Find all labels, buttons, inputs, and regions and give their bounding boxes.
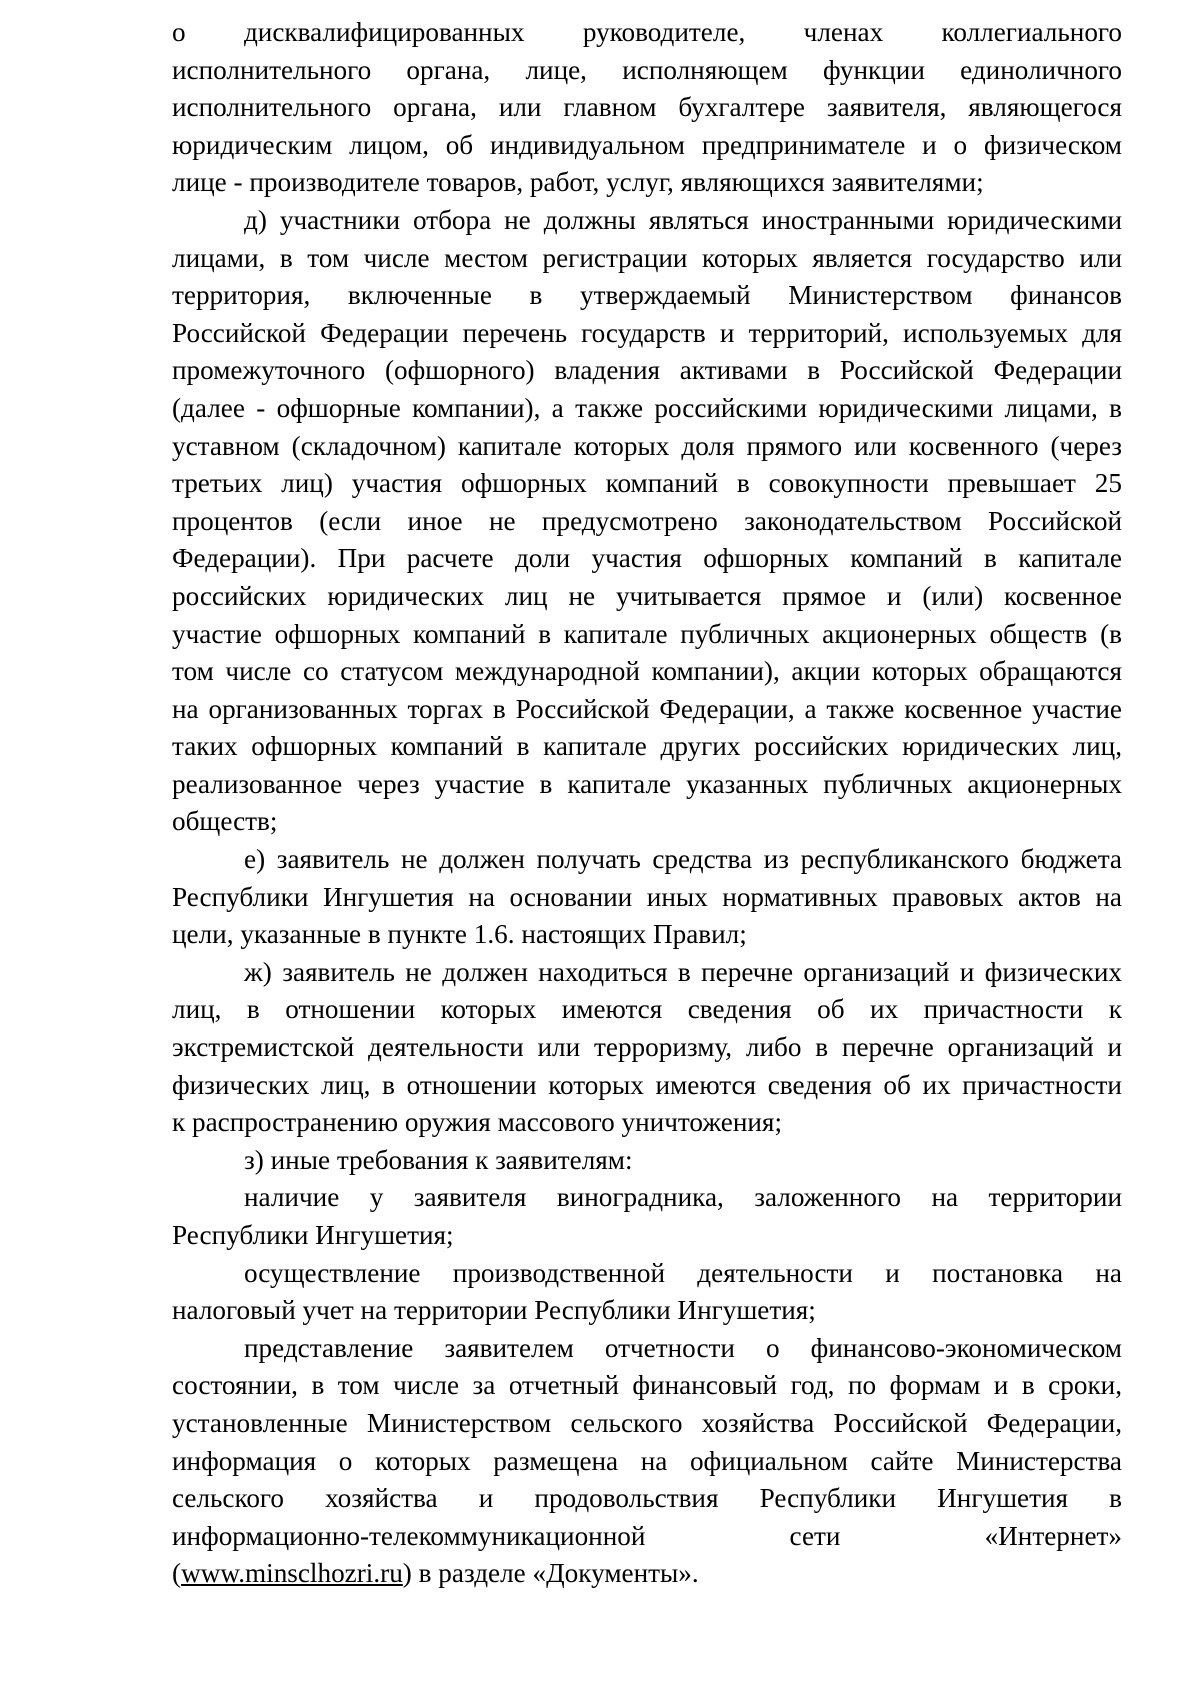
text-line: (далее - офшорные компании), а также российскими юридическими лицами, в bbox=[172, 392, 1122, 423]
text-line: таких офшорных компаний в капитале других российских юридических лиц, bbox=[172, 731, 1122, 762]
text-line: ж) заявитель не должен находиться в перечне организаций и физических bbox=[244, 956, 1122, 987]
text-line: информация о которых размещена на официальном сайте Министерства bbox=[172, 1445, 1122, 1476]
text-line: обществ; bbox=[172, 806, 278, 837]
text-line: промежуточного (офшорного) владения активами в Российской Федерации bbox=[172, 355, 1122, 386]
text-line: наличие у заявителя виноградника, заложенного на территории bbox=[244, 1182, 1122, 1213]
text-line: к распространению оружия массового уничтожения; bbox=[172, 1107, 782, 1138]
paragraph-e-budget bbox=[172, 841, 1122, 954]
text-line: состоянии, в том числе за отчетный финансовый год, по формам и в сроки, bbox=[172, 1370, 1122, 1401]
text-line: уставном (складочном) капитале которых доля прямого или косвенного (через bbox=[172, 430, 1122, 461]
text-line: исполнительного органа, или главном бухгалтере заявителя, являющегося bbox=[172, 92, 1122, 123]
paragraph-d-offshore bbox=[172, 202, 1122, 841]
text-line: экстремистской деятельности или терроризму, либо в перечне организаций и bbox=[172, 1032, 1122, 1063]
text-line: том числе со статусом международной компании), акции которых обращаются bbox=[172, 656, 1122, 687]
text-line: юридическим лицом, об индивидуальном предпринимателе и о физическом bbox=[172, 129, 1122, 160]
text-line: цели, указанные в пункте 1.6. настоящих Правил; bbox=[172, 919, 747, 950]
text-line: территория, включенные в утверждаемый Министерством финансов bbox=[172, 280, 1122, 311]
text-line: реализованное через участие в капитале указанных публичных акционерных bbox=[172, 768, 1122, 799]
text-line: налоговый учет на территории Республики Ингушетия; bbox=[172, 1295, 816, 1326]
text-line: представление заявителем отчетности о финансово-экономическом bbox=[244, 1332, 1122, 1363]
text-line: Российской Федерации перечень государств и территорий, используемых для bbox=[172, 317, 1122, 348]
text-line: на организованных торгах в Российской Федерации, а также косвенное участие bbox=[172, 693, 1122, 724]
website-link[interactable]: www.minsclhozri.ru bbox=[181, 1558, 403, 1589]
text-line: лицами, в том числе местом регистрации которых является государство или bbox=[172, 242, 1122, 273]
document-body bbox=[172, 14, 1122, 1593]
text-line: процентов (если иное не предусмотрено законодательством Российской bbox=[172, 505, 1122, 536]
text-line: сельского хозяйства и продовольствия Республики Ингушетия в bbox=[172, 1483, 1122, 1514]
text-line: установленные Министерством сельского хозяйства Российской Федерации, bbox=[172, 1407, 1122, 1438]
paragraph-z-other-requirements bbox=[172, 1142, 1122, 1180]
text-line: информационно-телекоммуникационной сети «Интернет» bbox=[172, 1520, 1122, 1551]
text-line: российских юридических лиц не учитывается прямое и (или) косвенное bbox=[172, 580, 1122, 611]
text-line: Федерации). При расчете доли участия офшорных компаний в капитале bbox=[172, 543, 1122, 574]
text-line: д) участники отбора не должны являться иностранными юридическими bbox=[244, 204, 1122, 235]
paragraph-disqualified-persons bbox=[172, 14, 1122, 202]
text-line: осуществление производственной деятельности и постановка на bbox=[244, 1257, 1122, 1288]
paragraph-vineyard bbox=[172, 1179, 1122, 1254]
text-line: лице - производителе товаров, работ, услуг, являющихся заявителями; bbox=[172, 167, 984, 198]
paragraph-tax-registration bbox=[172, 1255, 1122, 1330]
documents-section-text: ) в разделе «Документы». bbox=[402, 1558, 699, 1589]
text-line: исполнительного органа, лице, исполняющем функции единоличного bbox=[172, 54, 1122, 85]
text-line: з) иные требования к заявителям: bbox=[244, 1144, 633, 1175]
text-line: физических лиц, в отношении которых имеются сведения об их причастности bbox=[172, 1069, 1122, 1100]
text-line: участие офшорных компаний в капитале публичных акционерных обществ (в bbox=[172, 618, 1122, 649]
open-paren: ( bbox=[172, 1558, 182, 1589]
final-text-line bbox=[172, 1555, 1122, 1593]
paragraph-reporting bbox=[172, 1330, 1122, 1593]
text-line: лиц, в отношении которых имеются сведения об их причастности к bbox=[172, 994, 1122, 1025]
text-line: е) заявитель не должен получать средства из республиканского бюджета bbox=[244, 844, 1122, 875]
text-line: третьих лиц) участия офшорных компаний в совокупности превышает 25 bbox=[172, 468, 1122, 499]
text-line: о дисквалифицированных руководителе, членах коллегиального bbox=[172, 17, 1122, 47]
text-line: Республики Ингушетия; bbox=[172, 1220, 454, 1250]
paragraph-zh-extremism bbox=[172, 954, 1122, 1142]
text-line: Республики Ингушетия на основании иных нормативных правовых актов на bbox=[172, 881, 1122, 912]
